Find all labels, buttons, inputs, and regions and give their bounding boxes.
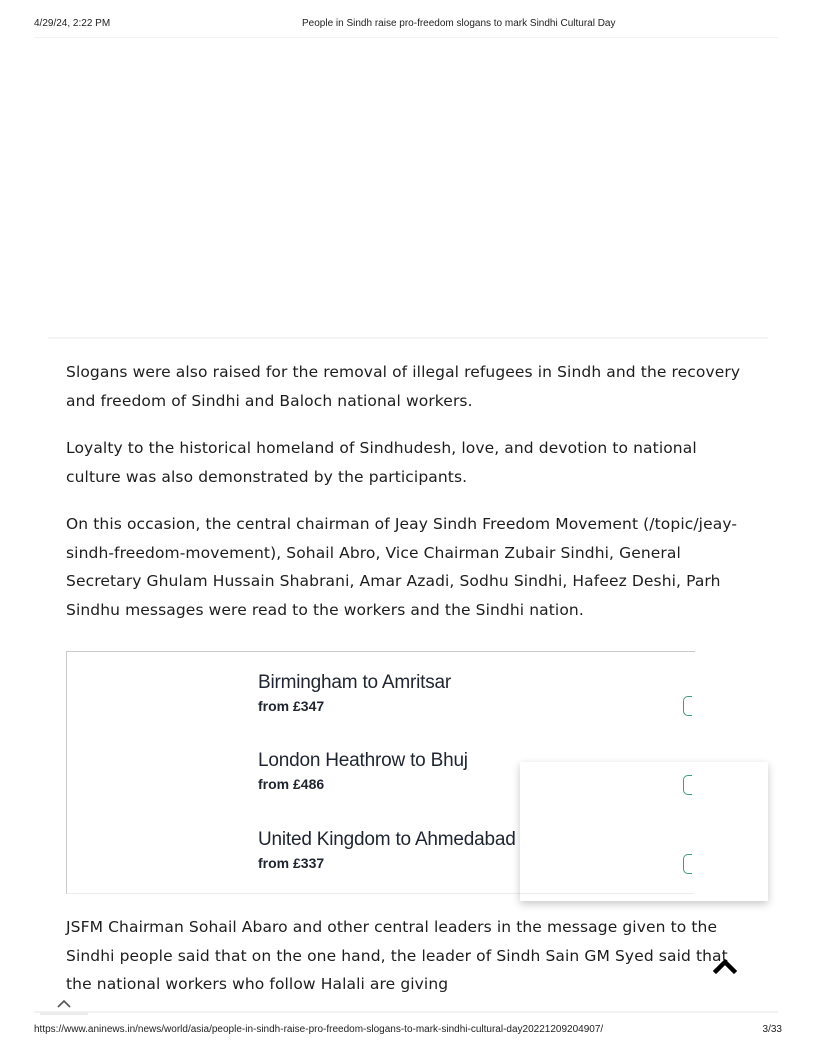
- page-url: https://www.aninews.in/news/world/asia/people-in-sindh-raise-pro-freedom-slogans-to-mark-sindhi-cultural-day20221209204907/: [34, 1024, 604, 1035]
- overlay-card-fill: [694, 762, 768, 901]
- bracket-icon[interactable]: [683, 854, 692, 874]
- article-paragraph: On this occasion, the central chairman of Jeay Sindh Freedom Movement (/topic/jeay-sindh-freedom-movement), Sohail Abro, Vice Chairman Zubair Sindhi, General Secretary Ghulam Hussain Shabrani, Amar Azadi, Sodhu Sindhi, Hafeez Deshi, Parh Sindhu messages were read to the workers and the Sindhi nation.: [66, 515, 738, 619]
- chevron-up-icon: [712, 956, 738, 976]
- article-paragraph: JSFM Chairman Sohail Abaro and other central leaders in the message given to the Sindhi people said that on the one hand, the leader of Sindh Sain GM Syed said that the national workers who follow Halali are giving: [66, 918, 728, 993]
- footer-divider-accent: [40, 1012, 88, 1015]
- bracket-icon[interactable]: [683, 696, 692, 716]
- ad-placeholder: [40, 40, 770, 336]
- article-body: [66, 358, 756, 643]
- route-price: from £337: [258, 855, 325, 871]
- print-header: [34, 18, 782, 32]
- flight-route-item[interactable]: [258, 672, 451, 715]
- route-name[interactable]: United Kingdom to Ahmedabad: [258, 829, 516, 850]
- article-paragraph: Loyalty to the historical homeland of Sindhudesh, love, and devotion to national culture was also demonstrated by the participants.: [66, 439, 697, 486]
- bracket-icon[interactable]: [683, 775, 692, 795]
- route-name[interactable]: Birmingham to Amritsar: [258, 672, 452, 693]
- route-name[interactable]: London Heathrow to Bhuj: [258, 750, 468, 771]
- chevron-up-icon: [54, 996, 74, 1010]
- scroll-to-top-button[interactable]: [712, 956, 738, 976]
- print-page-title: People in Sindh raise pro-freedom slogans to mark Sindhi Cultural Day: [302, 18, 616, 29]
- section-divider: [48, 337, 768, 339]
- route-price: from £486: [258, 776, 325, 792]
- page-number: 3/33: [762, 1024, 782, 1035]
- article-body-continued: [66, 913, 756, 999]
- flight-route-item[interactable]: [258, 829, 516, 872]
- route-price: from £347: [258, 698, 325, 714]
- print-date: 4/29/24, 2:22 PM: [34, 18, 111, 29]
- article-paragraph: Slogans were also raised for the removal of illegal refugees in Sindh and the recovery and freedom of Sindhi and Baloch national workers.: [66, 363, 741, 410]
- flight-deals-widget: [66, 651, 695, 894]
- flight-route-item[interactable]: [258, 750, 468, 793]
- footer-divider: [34, 1011, 778, 1013]
- header-divider: [34, 37, 778, 38]
- collapse-up-button[interactable]: [54, 996, 74, 1010]
- print-footer: [34, 1024, 782, 1038]
